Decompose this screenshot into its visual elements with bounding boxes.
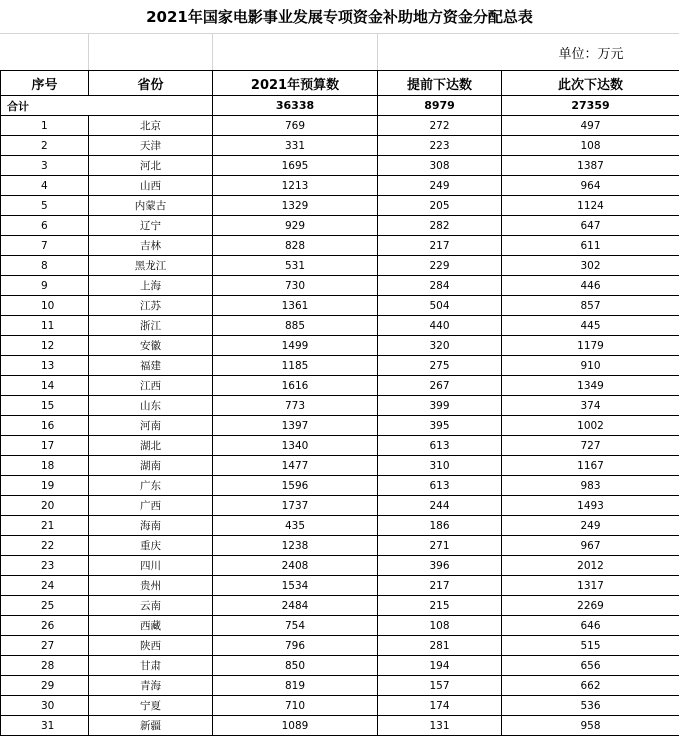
province-cell[interactable]: 新疆 <box>89 716 213 736</box>
table-row <box>1 656 679 676</box>
row-index[interactable]: 2 <box>1 136 89 156</box>
current-cell[interactable]: 515 <box>502 636 679 656</box>
row-index[interactable]: 31 <box>1 716 89 736</box>
advance-cell[interactable]: 186 <box>378 516 502 536</box>
province-cell[interactable]: 广东 <box>89 476 213 496</box>
advance-cell[interactable]: 217 <box>378 236 502 256</box>
current-cell[interactable]: 727 <box>502 436 679 456</box>
table-row <box>1 716 679 736</box>
budget-cell[interactable]: 435 <box>213 516 378 536</box>
current-cell[interactable]: 1317 <box>502 576 679 596</box>
table-row <box>1 176 679 196</box>
budget-cell[interactable]: 1397 <box>213 416 378 436</box>
budget-cell[interactable]: 885 <box>213 316 378 336</box>
province-cell[interactable]: 四川 <box>89 556 213 576</box>
province-cell[interactable]: 云南 <box>89 596 213 616</box>
current-cell[interactable]: 1167 <box>502 456 679 476</box>
budget-cell[interactable]: 773 <box>213 396 378 416</box>
advance-cell[interactable]: 271 <box>378 536 502 556</box>
province-cell[interactable]: 辽宁 <box>89 216 213 236</box>
advance-cell[interactable]: 282 <box>378 216 502 236</box>
current-cell[interactable]: 302 <box>502 256 679 276</box>
advance-cell[interactable]: 613 <box>378 436 502 456</box>
advance-cell[interactable]: 157 <box>378 676 502 696</box>
empty-cell[interactable] <box>213 34 378 71</box>
row-index[interactable]: 25 <box>1 596 89 616</box>
current-cell[interactable]: 108 <box>502 136 679 156</box>
table-row <box>1 596 679 616</box>
current-cell[interactable]: 536 <box>502 696 679 716</box>
current-cell[interactable]: 497 <box>502 116 679 136</box>
budget-cell[interactable]: 1340 <box>213 436 378 456</box>
province-cell[interactable]: 福建 <box>89 356 213 376</box>
current-cell[interactable]: 647 <box>502 216 679 236</box>
advance-cell[interactable]: 108 <box>378 616 502 636</box>
province-cell[interactable]: 江苏 <box>89 296 213 316</box>
budget-cell[interactable]: 710 <box>213 696 378 716</box>
row-index[interactable]: 4 <box>1 176 89 196</box>
row-index[interactable]: 24 <box>1 576 89 596</box>
table-row <box>1 456 679 476</box>
province-cell[interactable]: 内蒙古 <box>89 196 213 216</box>
current-cell[interactable]: 2269 <box>502 596 679 616</box>
total-budget[interactable]: 36338 <box>213 96 378 116</box>
province-cell[interactable]: 西藏 <box>89 616 213 636</box>
current-cell[interactable]: 1349 <box>502 376 679 396</box>
province-cell[interactable]: 海南 <box>89 516 213 536</box>
row-index[interactable]: 1 <box>1 116 89 136</box>
budget-cell[interactable]: 1185 <box>213 356 378 376</box>
budget-cell[interactable]: 531 <box>213 256 378 276</box>
budget-cell[interactable]: 754 <box>213 616 378 636</box>
province-cell[interactable]: 湖北 <box>89 436 213 456</box>
province-cell[interactable]: 吉林 <box>89 236 213 256</box>
total-current[interactable]: 27359 <box>502 96 679 116</box>
current-cell[interactable]: 2012 <box>502 556 679 576</box>
province-cell[interactable]: 甘肃 <box>89 656 213 676</box>
table-row <box>1 336 679 356</box>
current-cell[interactable]: 249 <box>502 516 679 536</box>
advance-cell[interactable]: 223 <box>378 136 502 156</box>
row-index[interactable]: 23 <box>1 556 89 576</box>
province-cell[interactable]: 河南 <box>89 416 213 436</box>
advance-cell[interactable]: 613 <box>378 476 502 496</box>
budget-cell[interactable]: 769 <box>213 116 378 136</box>
budget-cell[interactable]: 1616 <box>213 376 378 396</box>
header-row <box>1 71 679 96</box>
province-cell[interactable]: 山西 <box>89 176 213 196</box>
row-index[interactable]: 27 <box>1 636 89 656</box>
advance-cell[interactable]: 205 <box>378 196 502 216</box>
table-row <box>1 496 679 516</box>
table-row <box>1 276 679 296</box>
advance-cell[interactable]: 272 <box>378 116 502 136</box>
row-index[interactable]: 3 <box>1 156 89 176</box>
current-cell[interactable]: 958 <box>502 716 679 736</box>
advance-cell[interactable]: 244 <box>378 496 502 516</box>
header-province[interactable]: 省份 <box>89 71 213 96</box>
budget-cell[interactable]: 850 <box>213 656 378 676</box>
row-index[interactable]: 11 <box>1 316 89 336</box>
table-row <box>1 156 679 176</box>
province-cell[interactable]: 上海 <box>89 276 213 296</box>
row-index[interactable]: 22 <box>1 536 89 556</box>
current-cell[interactable]: 1387 <box>502 156 679 176</box>
header-current[interactable]: 此次下达数 <box>502 71 679 96</box>
current-cell[interactable]: 374 <box>502 396 679 416</box>
budget-cell[interactable]: 1361 <box>213 296 378 316</box>
budget-cell[interactable]: 796 <box>213 636 378 656</box>
province-cell[interactable]: 北京 <box>89 116 213 136</box>
table-row <box>1 416 679 436</box>
province-cell[interactable]: 黑龙江 <box>89 256 213 276</box>
current-cell[interactable]: 445 <box>502 316 679 336</box>
table-row <box>1 376 679 396</box>
advance-cell[interactable]: 217 <box>378 576 502 596</box>
advance-cell[interactable]: 281 <box>378 636 502 656</box>
province-cell[interactable]: 湖南 <box>89 456 213 476</box>
table-row <box>1 436 679 456</box>
table-row <box>1 296 679 316</box>
empty-cell[interactable] <box>1 34 89 71</box>
current-cell[interactable]: 1179 <box>502 336 679 356</box>
table-row <box>1 576 679 596</box>
budget-cell[interactable]: 2408 <box>213 556 378 576</box>
budget-cell[interactable]: 1238 <box>213 536 378 556</box>
current-cell[interactable]: 656 <box>502 656 679 676</box>
advance-cell[interactable]: 174 <box>378 696 502 716</box>
province-cell[interactable]: 重庆 <box>89 536 213 556</box>
current-cell[interactable]: 611 <box>502 236 679 256</box>
table-row <box>1 476 679 496</box>
row-index[interactable]: 21 <box>1 516 89 536</box>
budget-cell[interactable]: 1534 <box>213 576 378 596</box>
budget-cell[interactable]: 828 <box>213 236 378 256</box>
advance-cell[interactable]: 215 <box>378 596 502 616</box>
row-index[interactable]: 30 <box>1 696 89 716</box>
budget-cell[interactable]: 1737 <box>213 496 378 516</box>
table-row <box>1 136 679 156</box>
province-cell[interactable]: 浙江 <box>89 316 213 336</box>
row-index[interactable]: 17 <box>1 436 89 456</box>
total-advance[interactable]: 8979 <box>378 96 502 116</box>
row-index[interactable]: 13 <box>1 356 89 376</box>
advance-cell[interactable]: 310 <box>378 456 502 476</box>
advance-cell[interactable]: 320 <box>378 336 502 356</box>
advance-cell[interactable]: 267 <box>378 376 502 396</box>
current-cell[interactable]: 983 <box>502 476 679 496</box>
table-row <box>1 316 679 336</box>
row-index[interactable]: 14 <box>1 376 89 396</box>
table-row <box>1 536 679 556</box>
row-index[interactable]: 15 <box>1 396 89 416</box>
budget-cell[interactable]: 730 <box>213 276 378 296</box>
row-index[interactable]: 29 <box>1 676 89 696</box>
advance-cell[interactable]: 504 <box>378 296 502 316</box>
budget-cell[interactable]: 2484 <box>213 596 378 616</box>
advance-cell[interactable]: 396 <box>378 556 502 576</box>
advance-cell[interactable]: 249 <box>378 176 502 196</box>
empty-cell[interactable] <box>89 34 213 71</box>
province-cell[interactable]: 宁夏 <box>89 696 213 716</box>
province-cell[interactable]: 青海 <box>89 676 213 696</box>
current-cell[interactable]: 1124 <box>502 196 679 216</box>
advance-cell[interactable]: 399 <box>378 396 502 416</box>
current-cell[interactable]: 1493 <box>502 496 679 516</box>
header-budget[interactable]: 2021年预算数 <box>213 71 378 96</box>
budget-cell[interactable]: 819 <box>213 676 378 696</box>
current-cell[interactable]: 967 <box>502 536 679 556</box>
sheet-title: 2021年国家电影事业发展专项资金补助地方资金分配总表 <box>0 0 679 34</box>
table-row <box>1 216 679 236</box>
province-cell[interactable]: 河北 <box>89 156 213 176</box>
current-cell[interactable]: 964 <box>502 176 679 196</box>
row-index[interactable]: 9 <box>1 276 89 296</box>
row-index[interactable]: 20 <box>1 496 89 516</box>
row-index[interactable]: 26 <box>1 616 89 636</box>
budget-cell[interactable]: 1477 <box>213 456 378 476</box>
table-row <box>1 236 679 256</box>
row-index[interactable]: 10 <box>1 296 89 316</box>
advance-cell[interactable]: 395 <box>378 416 502 436</box>
table-row <box>1 516 679 536</box>
advance-cell[interactable]: 440 <box>378 316 502 336</box>
table-row <box>1 116 679 136</box>
total-label[interactable]: 合计 <box>1 96 213 116</box>
table-row <box>1 696 679 716</box>
unit-row <box>1 34 679 71</box>
budget-cell[interactable]: 331 <box>213 136 378 156</box>
current-cell[interactable]: 910 <box>502 356 679 376</box>
current-cell[interactable]: 446 <box>502 276 679 296</box>
current-cell[interactable]: 646 <box>502 616 679 636</box>
province-cell[interactable]: 江西 <box>89 376 213 396</box>
row-index[interactable]: 28 <box>1 656 89 676</box>
table-row <box>1 356 679 376</box>
advance-cell[interactable]: 275 <box>378 356 502 376</box>
province-cell[interactable]: 天津 <box>89 136 213 156</box>
table-row <box>1 556 679 576</box>
province-cell[interactable]: 广西 <box>89 496 213 516</box>
advance-cell[interactable]: 308 <box>378 156 502 176</box>
current-cell[interactable]: 662 <box>502 676 679 696</box>
advance-cell[interactable]: 284 <box>378 276 502 296</box>
budget-cell[interactable]: 1329 <box>213 196 378 216</box>
current-cell[interactable]: 1002 <box>502 416 679 436</box>
header-index[interactable]: 序号 <box>1 71 89 96</box>
row-index[interactable]: 5 <box>1 196 89 216</box>
table-row <box>1 676 679 696</box>
table-row <box>1 616 679 636</box>
budget-cell[interactable]: 1695 <box>213 156 378 176</box>
row-index[interactable]: 8 <box>1 256 89 276</box>
budget-cell[interactable]: 1213 <box>213 176 378 196</box>
header-advance[interactable]: 提前下达数 <box>378 71 502 96</box>
row-index[interactable]: 19 <box>1 476 89 496</box>
province-cell[interactable]: 陕西 <box>89 636 213 656</box>
row-index[interactable]: 6 <box>1 216 89 236</box>
budget-cell[interactable]: 929 <box>213 216 378 236</box>
budget-cell[interactable]: 1596 <box>213 476 378 496</box>
budget-cell[interactable]: 1499 <box>213 336 378 356</box>
total-row <box>1 96 679 116</box>
table-row <box>1 196 679 216</box>
allocation-table <box>0 34 679 736</box>
row-index[interactable]: 16 <box>1 416 89 436</box>
advance-cell[interactable]: 194 <box>378 656 502 676</box>
province-cell[interactable]: 安徽 <box>89 336 213 356</box>
row-index[interactable]: 12 <box>1 336 89 356</box>
budget-cell[interactable]: 1089 <box>213 716 378 736</box>
current-cell[interactable]: 857 <box>502 296 679 316</box>
table-row <box>1 396 679 416</box>
province-cell[interactable]: 山东 <box>89 396 213 416</box>
advance-cell[interactable]: 229 <box>378 256 502 276</box>
table-row <box>1 256 679 276</box>
table-row <box>1 636 679 656</box>
row-index[interactable]: 7 <box>1 236 89 256</box>
unit-label: 单位：万元 <box>378 34 679 71</box>
row-index[interactable]: 18 <box>1 456 89 476</box>
province-cell[interactable]: 贵州 <box>89 576 213 596</box>
advance-cell[interactable]: 131 <box>378 716 502 736</box>
